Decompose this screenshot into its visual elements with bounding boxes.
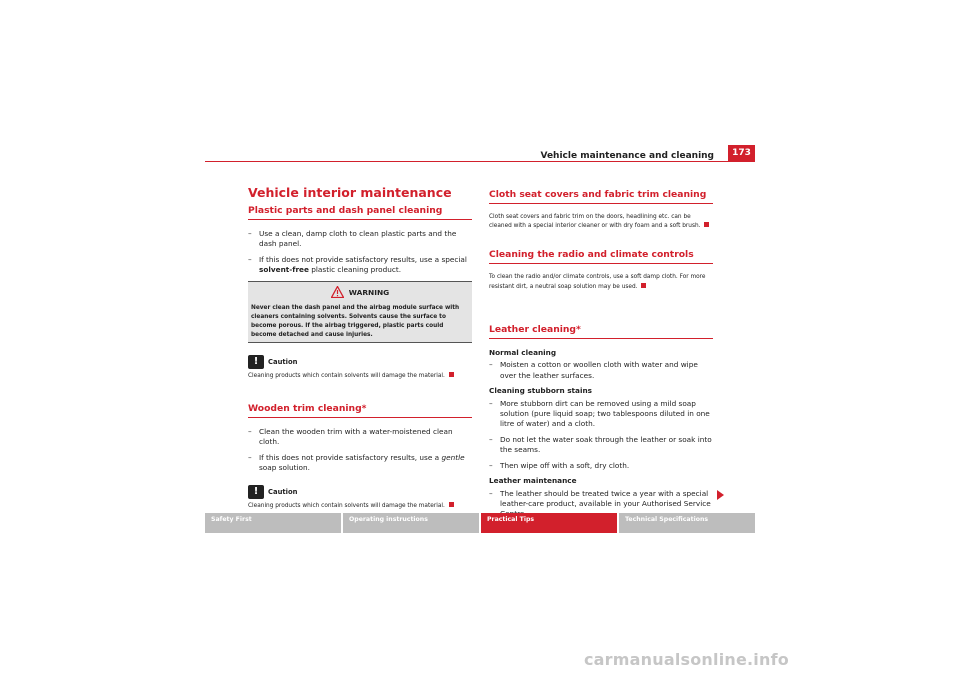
warning-box bbox=[248, 281, 472, 343]
section-end-icon bbox=[449, 372, 454, 377]
watermark-text: carmanualsonline.info bbox=[584, 650, 789, 669]
leather-section-title: Leather cleaning* bbox=[489, 324, 713, 339]
list-item: – The leather should be treated twice a year with a special leather-care product, available in your Authorised Service bbox=[489, 488, 711, 508]
plastic-section-title: Plastic parts and dash panel cleaning bbox=[248, 205, 472, 220]
caution-heading: ! Caution bbox=[248, 355, 472, 369]
wooden-steps bbox=[248, 427, 472, 473]
plastic-steps bbox=[248, 229, 472, 275]
cloth-section-title: Cloth seat covers and fabric trim cleaning bbox=[489, 189, 713, 204]
tab-operating-instructions[interactable]: Operating instructions bbox=[343, 513, 479, 533]
wooden-section-title: Wooden trim cleaning* bbox=[248, 403, 472, 418]
header-rule bbox=[205, 161, 755, 162]
list-item: – Clean the wooden trim with a water-moistened clean cloth. bbox=[248, 426, 453, 446]
right-column bbox=[489, 185, 713, 525]
section-end-icon bbox=[641, 283, 646, 288]
caution-text: Cleaning products which contain solvents will damage the material. bbox=[248, 372, 472, 381]
stubborn-stain-steps bbox=[489, 399, 713, 471]
caution-text: Cleaning products which contain solvents will damage the material. bbox=[248, 502, 472, 511]
list-item: – Moisten a cotton or woollen cloth with water and wipe over the leather surfaces. bbox=[489, 360, 698, 380]
normal-cleaning-heading: Normal cleaning bbox=[489, 347, 557, 357]
list-item: – If this does not provide satisfactory results, use a special solvent-free plastic cleaning product. bbox=[248, 254, 467, 274]
footer-nav bbox=[205, 513, 755, 533]
caution-exclamation-icon: ! bbox=[248, 485, 264, 499]
radio-text: To clean the radio and/or climate controls, use a soft damp cloth. For more resistant dirt, a neutral soap solution may be used. bbox=[489, 274, 706, 290]
list-item: – Do not let the water soak through the leather or soak into the seams. bbox=[489, 434, 712, 454]
radio-section-title: Cleaning the radio and climate controls bbox=[489, 249, 713, 264]
stubborn-stains-heading: Cleaning stubborn stains bbox=[489, 386, 592, 396]
section-end-icon bbox=[449, 502, 454, 507]
continue-arrow-icon bbox=[717, 490, 724, 500]
page-number: 173 bbox=[728, 145, 755, 162]
leather-maintenance-heading: Leather maintenance bbox=[489, 476, 577, 486]
normal-cleaning-steps bbox=[489, 360, 713, 380]
section-end-icon bbox=[704, 222, 709, 227]
left-column bbox=[248, 185, 472, 511]
caution-exclamation-icon: ! bbox=[248, 355, 264, 369]
warning-text: Never clean the dash panel and the airbag module surface with cleaners containing solvents. Solvents cause the surface to become porous. If the airbag triggered, plastic parts could become detached and cause injuries. bbox=[251, 304, 460, 338]
list-item: – If this does not provide satisfactory results, use a gentle soap solution. bbox=[248, 452, 465, 472]
tab-technical-specifications[interactable]: Technical Specifications bbox=[619, 513, 755, 533]
tab-safety-first[interactable]: Safety First bbox=[205, 513, 341, 533]
tab-practical-tips[interactable]: Practical Tips bbox=[481, 513, 617, 533]
list-item: – More stubborn dirt can be removed using a mild soap solution (pure liquid soap; two tablespoons diluted in one litre of water) and a cloth. bbox=[489, 398, 710, 429]
warning-label: WARNING bbox=[348, 288, 390, 298]
list-item: – Then wipe off with a soft, dry cloth. bbox=[489, 460, 630, 470]
running-header-title: Vehicle maintenance and cleaning bbox=[540, 151, 714, 161]
warning-triangle-icon bbox=[331, 286, 344, 300]
main-title: Vehicle interior maintenance bbox=[248, 185, 452, 200]
list-item: – Use a clean, damp cloth to clean plastic parts and the dash panel. bbox=[248, 229, 457, 249]
cloth-text: Cloth seat covers and fabric trim on the doors, headlining etc. can be cleaned with a special interior cleaner or with dry foam and a soft brush. bbox=[489, 213, 713, 231]
caution-heading: ! Caution bbox=[248, 485, 472, 499]
